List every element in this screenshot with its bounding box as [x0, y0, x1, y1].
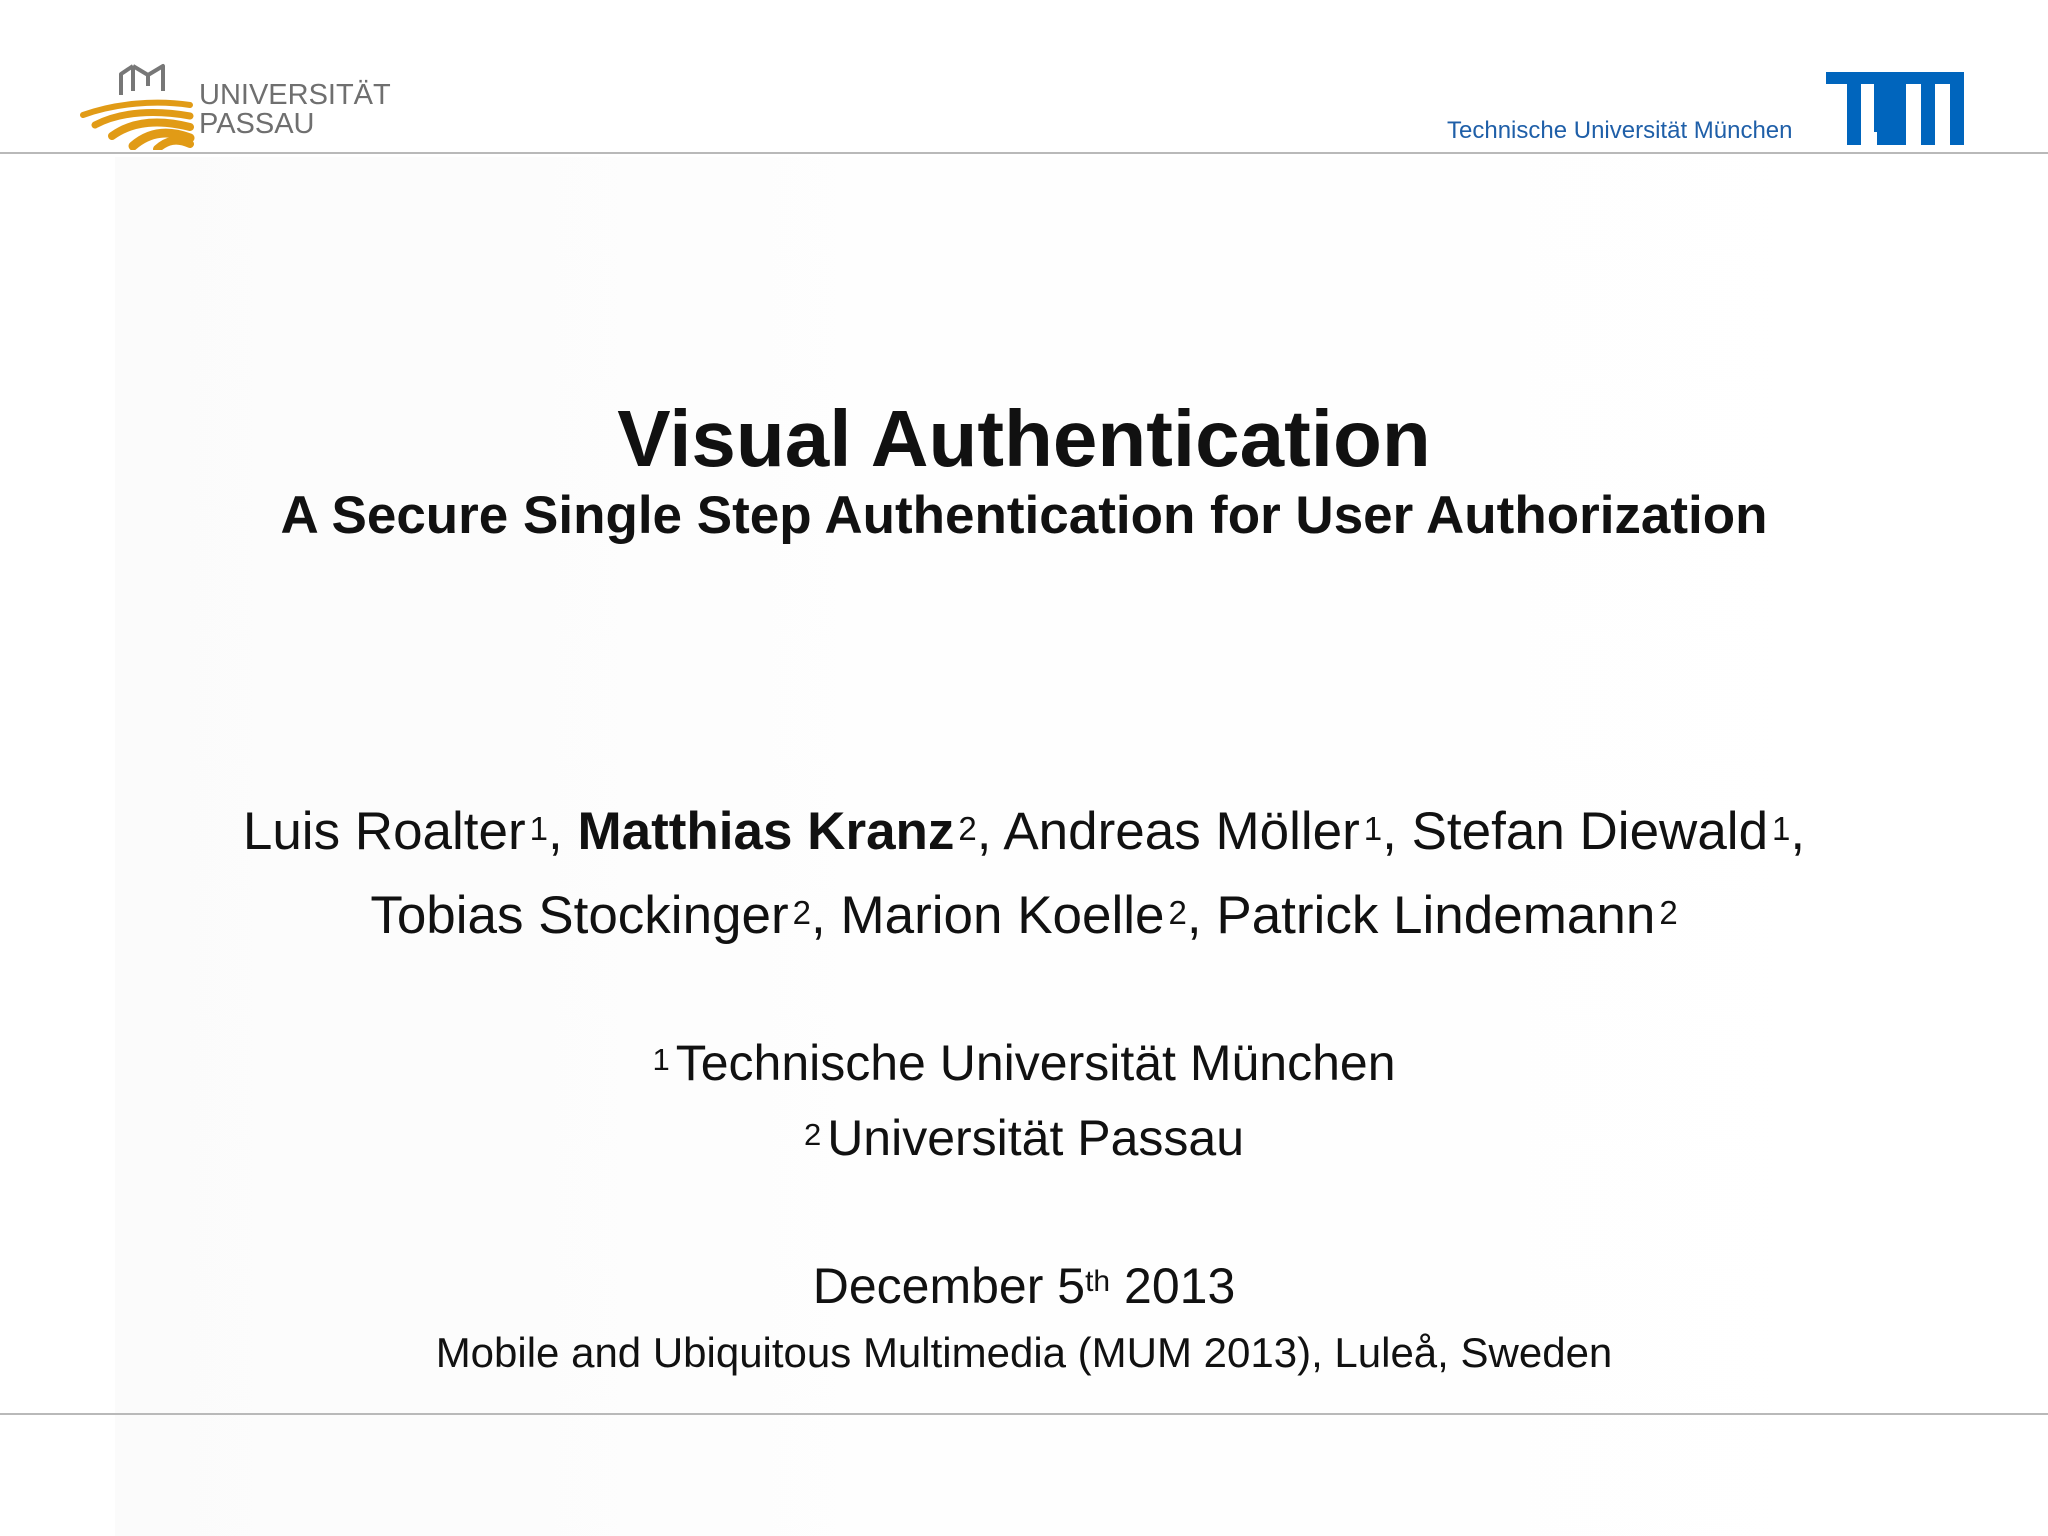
author-6	[840, 886, 1216, 945]
author-name: Andreas Möller	[1003, 802, 1360, 861]
author-separator: ,	[1790, 802, 1806, 861]
author-name: Marion Koelle	[840, 886, 1165, 945]
slide-subtitle: A Secure Single Step Authentication for User Authorization	[280, 486, 1768, 545]
author-4	[1412, 802, 1806, 861]
affiliation-number: 2	[803, 1117, 822, 1152]
tum-logo-icon	[1826, 72, 1964, 145]
date-month-day: December 5	[812, 1258, 1086, 1314]
author-affiliation: 2	[1659, 894, 1678, 931]
author-affiliation: 2	[958, 810, 977, 847]
author-affiliation: 2	[792, 894, 812, 931]
authors-line-2	[0, 884, 2048, 948]
author-separator: ,	[811, 886, 841, 945]
author-name: Tobias Stockinger	[370, 886, 789, 945]
header-divider	[0, 152, 2048, 154]
author-2	[577, 802, 1003, 861]
author-name: Patrick Lindemann	[1216, 886, 1656, 945]
date-suffix: th	[1085, 1265, 1111, 1298]
university-passau-line1: UNIVERSITÄT	[199, 79, 391, 111]
author-7	[1216, 886, 1677, 945]
author-separator: ,	[548, 802, 578, 861]
author-name: Stefan Diewald	[1411, 802, 1769, 861]
conference-name: Mobile and Ubiquitous Multimedia (MUM 2013), Luleå, Sweden	[435, 1329, 1613, 1376]
author-name-bold: Matthias Kranz	[577, 802, 955, 861]
affiliation-name: Universität Passau	[827, 1110, 1245, 1166]
university-passau-logo	[78, 60, 391, 150]
footer-divider	[0, 1413, 2048, 1415]
author-separator: ,	[1186, 886, 1217, 945]
affiliation-2	[0, 1108, 2048, 1168]
tum-label: Technische Universität München	[1447, 117, 1793, 144]
university-passau-icon	[78, 60, 198, 150]
author-affiliation: 1	[1363, 810, 1383, 847]
author-3	[1003, 802, 1411, 861]
authors-line-1	[0, 800, 2048, 864]
university-passau-line2: PASSAU	[199, 108, 315, 140]
author-name: Luis Roalter	[242, 802, 526, 861]
affiliation-number: 1	[652, 1042, 670, 1077]
author-separator: ,	[1382, 802, 1412, 861]
author-5	[370, 886, 840, 945]
author-affiliation: 1	[529, 810, 549, 847]
slide-title: Visual Authentication	[617, 394, 1431, 483]
presentation-date	[0, 1256, 2048, 1316]
date-year: 2013	[1110, 1258, 1236, 1314]
author-affiliation: 1	[1772, 810, 1791, 847]
author-1	[243, 802, 578, 861]
university-passau-wordmark	[199, 81, 391, 139]
affiliation-name: Technische Universität München	[675, 1035, 1396, 1091]
author-separator: ,	[976, 802, 1004, 861]
author-affiliation: 2	[1168, 894, 1187, 931]
affiliation-1	[0, 1033, 2048, 1093]
